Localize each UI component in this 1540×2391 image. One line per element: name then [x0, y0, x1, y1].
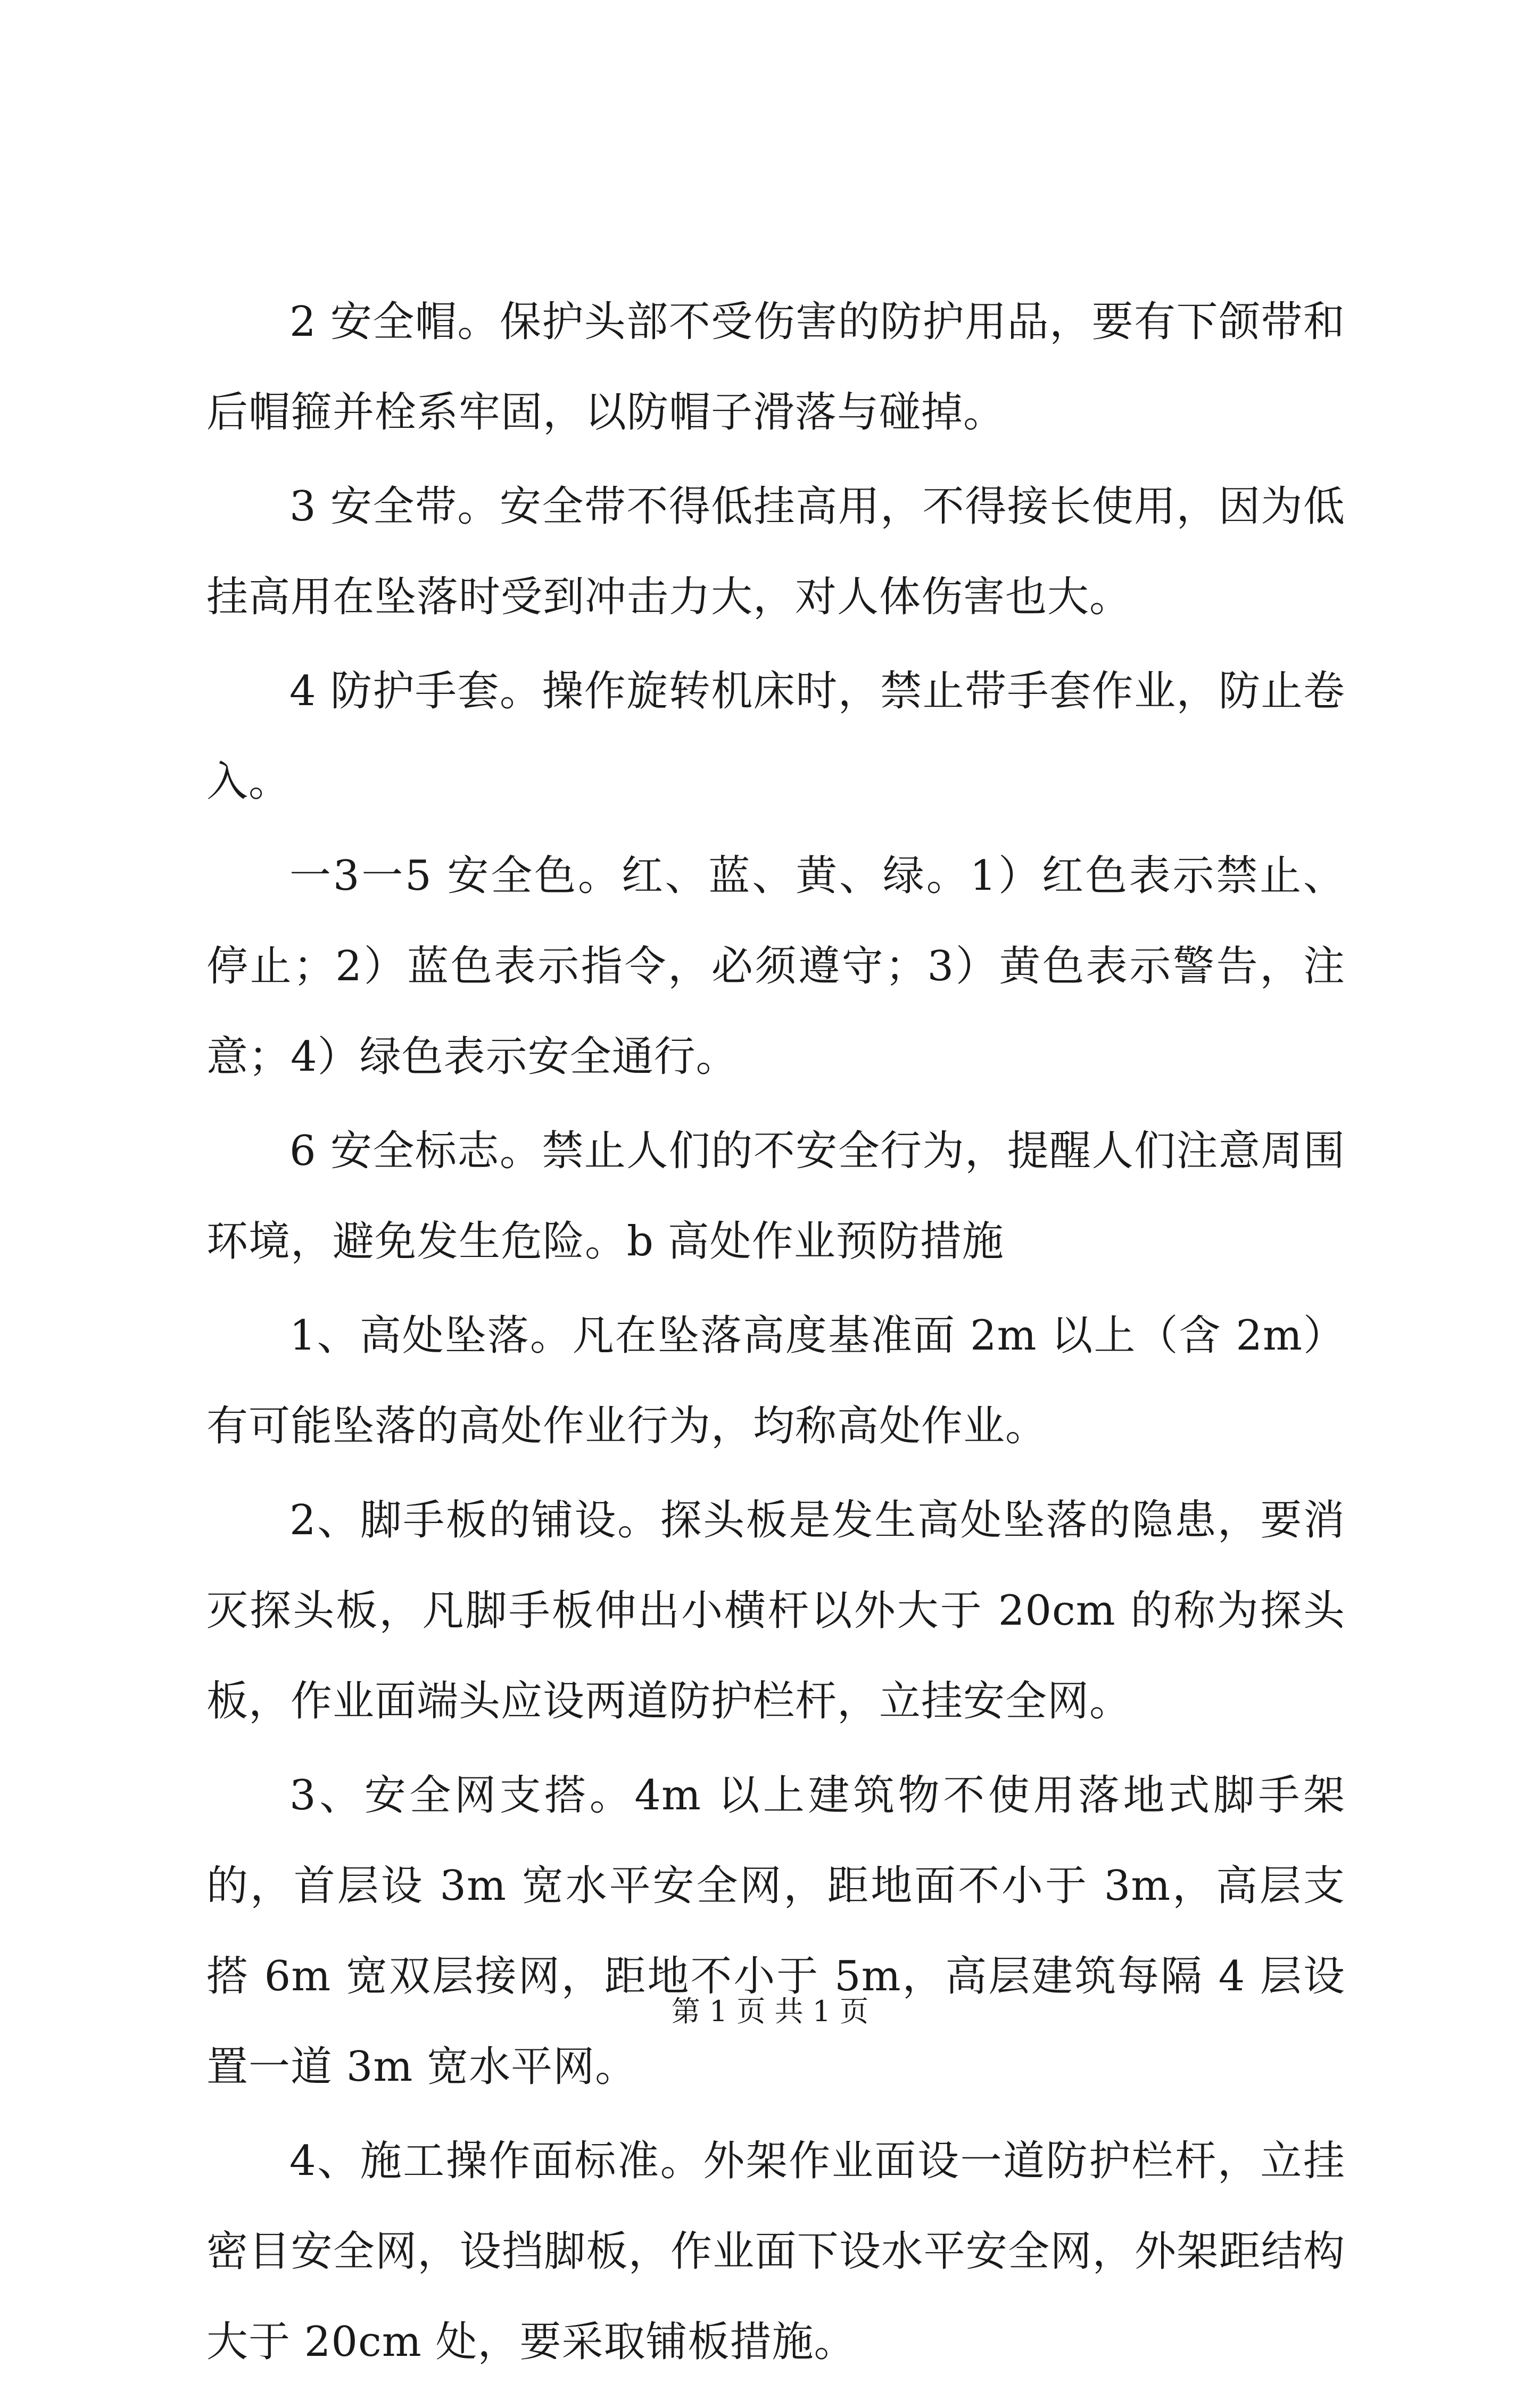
paragraph-falls-from-height: 1、高处坠落。凡在坠落高度基准面 2m 以上（含 2m）有可能坠落的高处作业行为，均称高处作业。: [206, 1312, 1345, 1450]
paragraph-safety-belt: 3 安全带。安全带不得低挂高用，不得接长使用，因为低挂高用在坠落时受到冲击力大，对人体伤害也大。: [206, 483, 1345, 621]
paragraph-safety-net: 3、安全网支搭。4m 以上建筑物不使用落地式脚手架的，首层设 3m 宽水平安全网，距地面不小于 3m，高层支搭 6m 宽双层接网，距地不小于 5m，高层建筑每隔 4 层设置一道 3m 宽水平网。: [206, 1772, 1345, 2091]
document-body: [206, 277, 1345, 2391]
paragraph-safety-signs: 6 安全标志。禁止人们的不安全行为，提醒人们注意周围环境，避免发生危险。b 高处作业预防措施: [206, 1127, 1345, 1265]
paragraph-work-surface-standard: 4、施工操作面标准。外架作业面设一道防护栏杆，立挂密目安全网，设挡脚板，作业面下设水平安全网，外架距结构大于 20cm 处，要采取铺板措施。: [206, 2137, 1345, 2366]
page-footer: 第 1 页 共 1 页: [671, 1995, 869, 2028]
paragraph-safety-colors: 一3一5 安全色。红、蓝、黄、绿。1）红色表示禁止、停止；2）蓝色表示指令，必须遵守；3）黄色表示警告，注意；4）绿色表示安全通行。: [206, 852, 1345, 1081]
paragraph-safety-helmet: 2 安全帽。保护头部不受伤害的防护用品，要有下颌带和后帽箍并栓系牢固，以防帽子滑落与碰掉。: [206, 298, 1345, 436]
paragraph-protective-gloves: 4 防护手套。操作旋转机床时，禁止带手套作业，防止卷入。: [206, 667, 1345, 806]
paragraph-scaffold-boards: 2、脚手板的铺设。探头板是发生高处坠落的隐患，要消灭探头板，凡脚手板伸出小横杆以外大于 20cm 的称为探头板，作业面端头应设两道防护栏杆，立挂安全网。: [206, 1496, 1345, 1725]
